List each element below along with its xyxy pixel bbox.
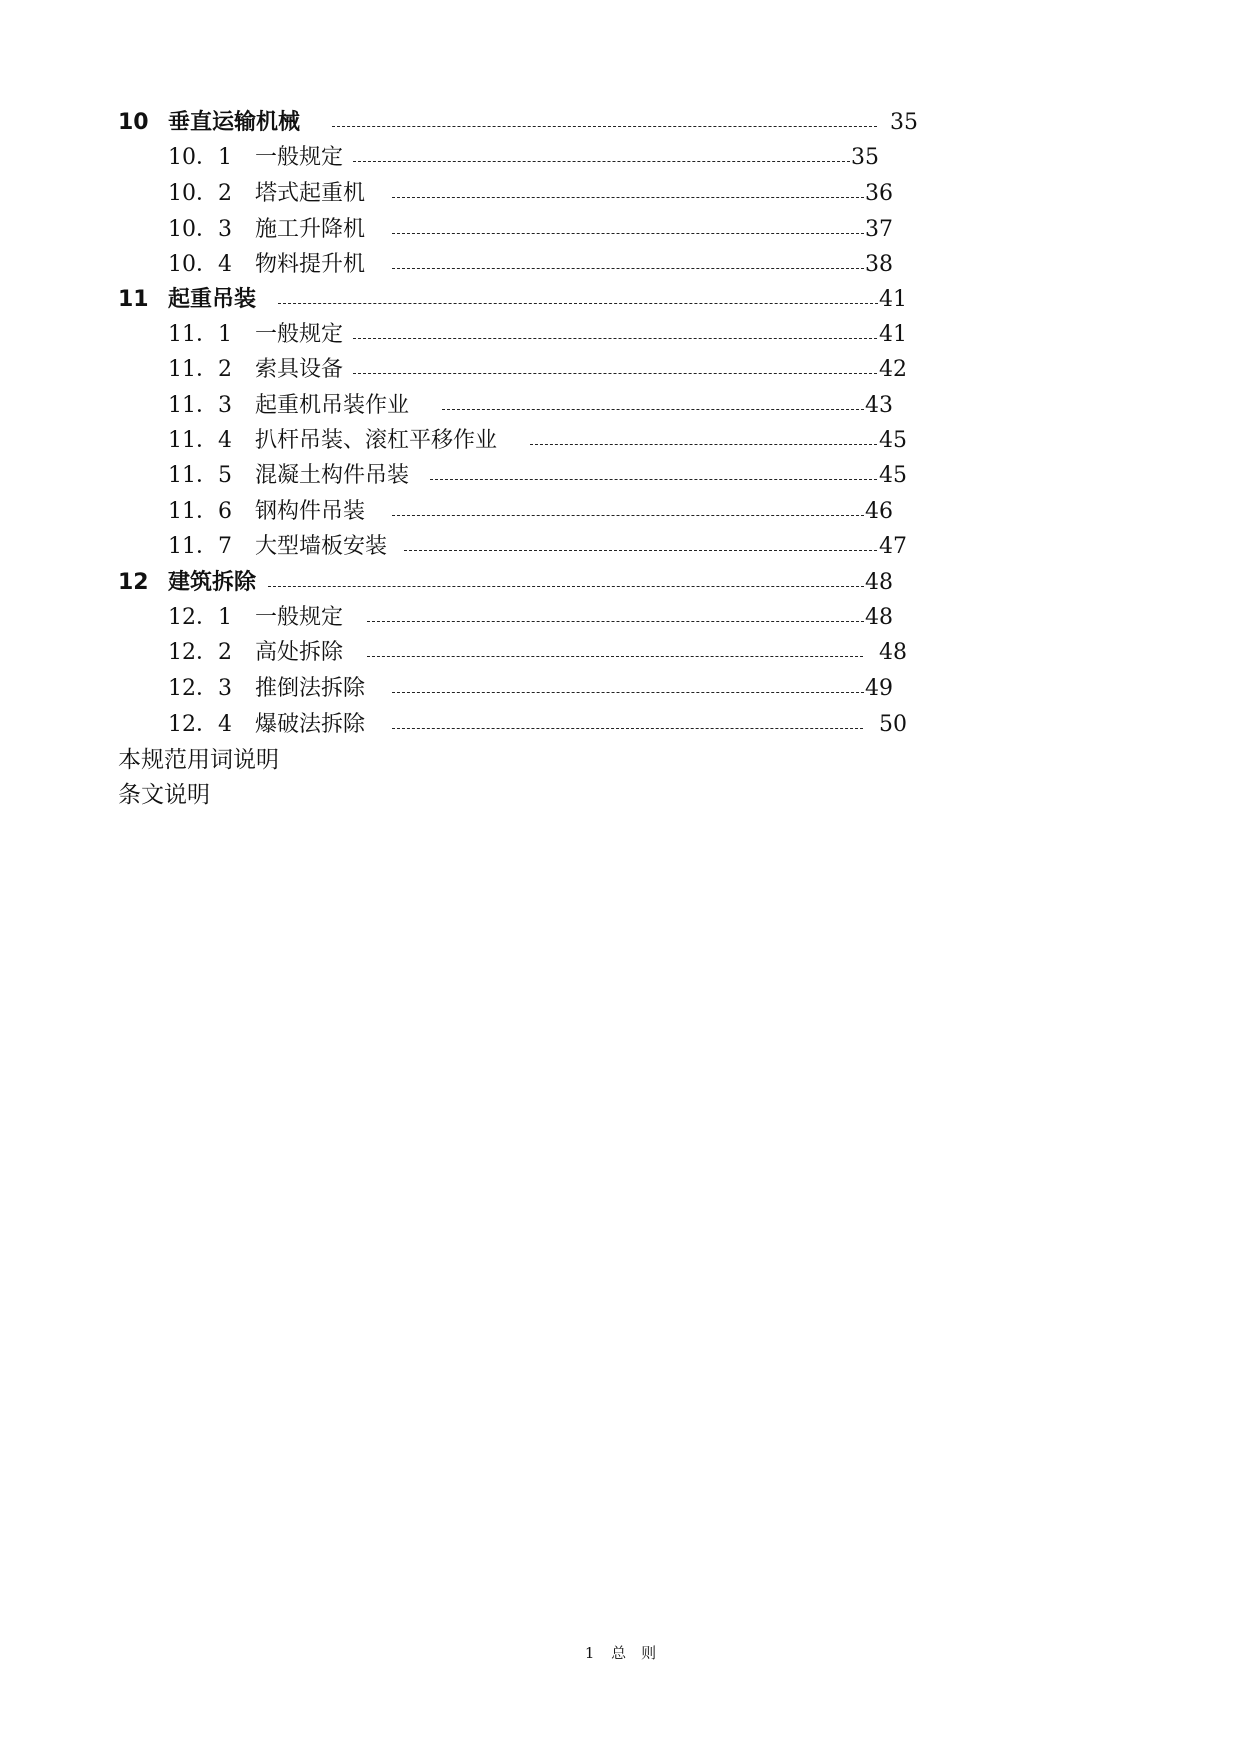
section-number: 10．1	[168, 145, 232, 170]
section-title: 施工升降机	[255, 217, 366, 242]
section-number: 10．2	[168, 181, 232, 206]
section-number: 11．6	[168, 499, 232, 524]
page-number: 49	[865, 676, 893, 701]
toc-section-11-7[interactable]	[0, 530, 1241, 564]
page-number: 36	[865, 181, 893, 206]
section-title: 一般规定	[255, 322, 344, 347]
chapter-title: 起重吊装	[168, 287, 257, 312]
dot-leader	[392, 515, 864, 516]
dot-leader	[392, 197, 864, 198]
section-number: 10．4	[168, 252, 232, 277]
page-number: 45	[879, 428, 907, 453]
page-number: 46	[865, 499, 893, 524]
section-title: 一般规定	[255, 605, 344, 630]
chapter-number: 12	[118, 570, 149, 595]
section-title: 高处拆除	[255, 640, 344, 665]
section-number: 11．7	[168, 534, 232, 559]
section-title: 钢构件吊装	[255, 499, 366, 524]
section-number: 11．4	[168, 428, 232, 453]
page-number: 41	[879, 322, 907, 347]
toc-chapter-11[interactable]	[0, 283, 1241, 317]
dot-leader	[404, 550, 877, 551]
page-number: 50	[879, 712, 907, 737]
page-number: 38	[865, 252, 893, 277]
toc-section-11-4[interactable]	[0, 424, 1241, 458]
toc-section-11-2[interactable]	[0, 353, 1241, 387]
dot-leader	[278, 303, 878, 304]
dot-leader	[367, 656, 863, 657]
toc-section-11-6[interactable]	[0, 495, 1241, 529]
section-number: 12．1	[168, 605, 232, 630]
chapter-title: 建筑拆除	[168, 570, 257, 595]
section-number: 10．3	[168, 217, 232, 242]
toc-section-10-2[interactable]	[0, 177, 1241, 211]
page-footer	[0, 1642, 1241, 1663]
dot-leader	[442, 409, 864, 410]
dot-leader	[268, 586, 864, 587]
section-number: 11．3	[168, 393, 232, 418]
page-number: 41	[879, 287, 907, 312]
footer-chapter-title: 总 则	[611, 1644, 657, 1662]
dot-leader	[367, 621, 864, 622]
page-number: 48	[879, 640, 907, 665]
section-title: 塔式起重机	[255, 181, 366, 206]
toc-section-10-4[interactable]	[0, 248, 1241, 282]
section-title: 混凝土构件吊装	[255, 463, 410, 488]
toc-appendix-explanation[interactable]: 条文说明	[118, 782, 210, 808]
toc-appendix-terms[interactable]: 本规范用词说明	[118, 747, 279, 773]
toc-section-12-2[interactable]	[0, 636, 1241, 670]
page-number: 47	[879, 534, 907, 559]
section-number: 11．1	[168, 322, 232, 347]
page-number: 48	[865, 605, 893, 630]
page-number: 45	[879, 463, 907, 488]
dot-leader	[392, 268, 864, 269]
footer-page-number: 1	[584, 1644, 595, 1662]
toc-chapter-10[interactable]	[0, 106, 1241, 140]
chapter-number: 11	[118, 287, 149, 312]
page-number: 48	[865, 570, 893, 595]
dot-leader	[353, 338, 877, 339]
toc-section-10-1[interactable]	[0, 141, 1241, 175]
toc-section-11-3[interactable]	[0, 389, 1241, 423]
dot-leader	[392, 692, 864, 693]
section-title: 索具设备	[255, 357, 344, 382]
dot-leader	[353, 161, 850, 162]
toc-section-12-1[interactable]	[0, 601, 1241, 635]
toc-chapter-12[interactable]	[0, 566, 1241, 600]
section-title: 物料提升机	[255, 252, 366, 277]
section-title: 起重机吊装作业	[255, 393, 410, 418]
dot-leader	[430, 479, 877, 480]
page-number: 35	[851, 145, 879, 170]
toc-section-11-5[interactable]	[0, 459, 1241, 493]
section-number: 12．2	[168, 640, 232, 665]
section-number: 12．4	[168, 712, 232, 737]
dot-leader	[353, 373, 877, 374]
section-number: 11．2	[168, 357, 232, 382]
section-title: 推倒法拆除	[255, 676, 366, 701]
chapter-title: 垂直运输机械	[168, 110, 301, 135]
section-number: 12．3	[168, 676, 232, 701]
dot-leader	[332, 126, 877, 127]
chapter-number: 10	[118, 110, 149, 135]
dot-leader	[392, 233, 864, 234]
toc-section-12-4[interactable]	[0, 708, 1241, 742]
toc-section-12-3[interactable]	[0, 672, 1241, 706]
page-number: 43	[865, 393, 893, 418]
dot-leader	[392, 728, 863, 729]
toc-section-10-3[interactable]	[0, 213, 1241, 247]
section-number: 11．5	[168, 463, 232, 488]
section-title: 大型墙板安装	[255, 534, 388, 559]
section-title: 一般规定	[255, 145, 344, 170]
section-title: 扒杆吊装、滚杠平移作业	[255, 428, 498, 453]
page-number: 42	[879, 357, 907, 382]
toc-section-11-1[interactable]	[0, 318, 1241, 352]
page-number: 37	[865, 217, 893, 242]
dot-leader	[530, 444, 877, 445]
section-title: 爆破法拆除	[255, 712, 366, 737]
page-number: 35	[890, 110, 918, 135]
